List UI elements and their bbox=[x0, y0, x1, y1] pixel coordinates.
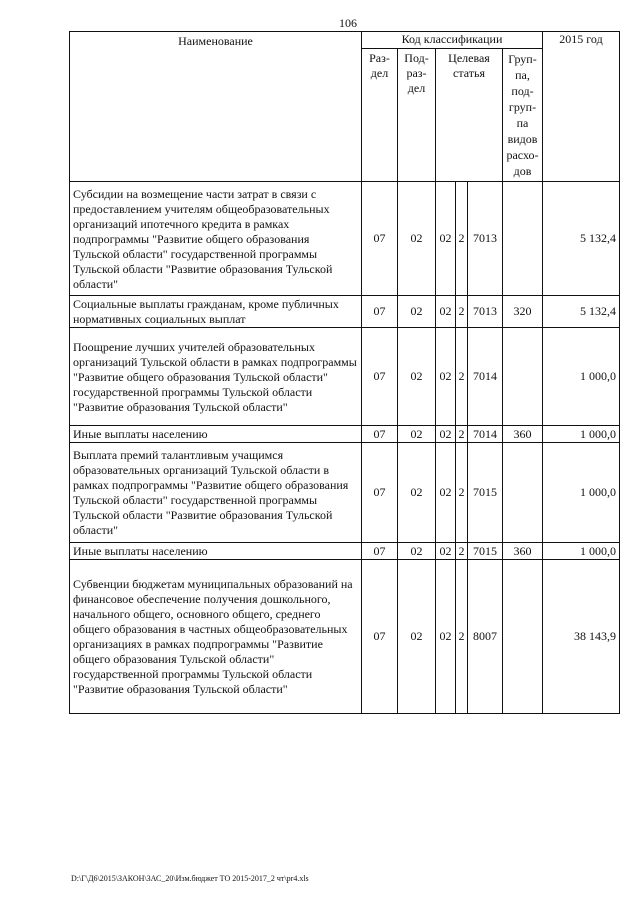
budget-table bbox=[69, 31, 620, 714]
header-target-item: Целевая статья bbox=[436, 49, 503, 182]
table-row bbox=[70, 182, 620, 296]
row-target-program: 02 bbox=[436, 560, 456, 714]
row-expense-group: 360 bbox=[503, 426, 543, 443]
table-row bbox=[70, 426, 620, 443]
row-section: 07 bbox=[362, 296, 398, 328]
row-target-program: 02 bbox=[436, 443, 456, 543]
table-row bbox=[70, 296, 620, 328]
row-subsection: 02 bbox=[398, 443, 436, 543]
header-code-group: Код классификации bbox=[362, 32, 543, 49]
table-row bbox=[70, 560, 620, 714]
row-target-subprogram: 2 bbox=[456, 296, 468, 328]
row-subsection: 02 bbox=[398, 560, 436, 714]
row-subsection: 02 bbox=[398, 328, 436, 426]
row-expense-group: 360 bbox=[503, 543, 543, 560]
row-amount: 5 132,4 bbox=[543, 182, 620, 296]
row-name: Социальные выплаты гражданам, кроме публичных нормативных социальных выплат bbox=[70, 296, 362, 328]
header-section: Раз- дел bbox=[362, 49, 398, 182]
row-amount: 38 143,9 bbox=[543, 560, 620, 714]
header-expense-group: Груп- па, под- груп- па видов расхо- дов bbox=[503, 49, 543, 182]
row-target-direction: 7015 bbox=[468, 543, 503, 560]
row-target-direction: 7013 bbox=[468, 296, 503, 328]
row-target-program: 02 bbox=[436, 182, 456, 296]
row-section: 07 bbox=[362, 560, 398, 714]
row-name: Иные выплаты населению bbox=[70, 426, 362, 443]
row-section: 07 bbox=[362, 182, 398, 296]
row-target-subprogram: 2 bbox=[456, 560, 468, 714]
row-subsection: 02 bbox=[398, 296, 436, 328]
row-name: Выплата премий талантливым учащимся образовательных организаций Тульской области в рамках подпрограммы "Развитие общего образования Тульской области" государственной программы Тульской области "Развитие образования Тульской области" bbox=[70, 443, 362, 543]
header-year: 2015 год bbox=[543, 32, 620, 182]
row-target-program: 02 bbox=[436, 328, 456, 426]
row-section: 07 bbox=[362, 328, 398, 426]
header-name: Наименование bbox=[70, 32, 362, 182]
row-target-direction: 7014 bbox=[468, 328, 503, 426]
row-expense-group bbox=[503, 443, 543, 543]
row-target-direction: 7013 bbox=[468, 182, 503, 296]
row-subsection: 02 bbox=[398, 426, 436, 443]
row-section: 07 bbox=[362, 426, 398, 443]
row-target-program: 02 bbox=[436, 543, 456, 560]
table-row bbox=[70, 443, 620, 543]
row-expense-group bbox=[503, 328, 543, 426]
row-target-direction: 7014 bbox=[468, 426, 503, 443]
row-section: 07 bbox=[362, 543, 398, 560]
row-expense-group bbox=[503, 560, 543, 714]
row-target-subprogram: 2 bbox=[456, 182, 468, 296]
row-name: Субсидии на возмещение части затрат в связи с предоставлением учителям общеобразовательных организаций ипотечного кредита в рамках подпрограммы "Развитие общего образования Тульской области" государственной программы Тульской области "Развитие образования Тульской области" bbox=[70, 182, 362, 296]
row-target-direction: 8007 bbox=[468, 560, 503, 714]
header-row-top bbox=[70, 32, 620, 49]
row-name: Субвенции бюджетам муниципальных образований на финансовое обеспечение получения дошкольного, начального общего, основного общего, среднего общего образования в частных общеобразовательных организациях в рамках подпрограммы "Развитие общего образования Тульской области" государственной программы Тульской области "Развитие образования Тульской области" bbox=[70, 560, 362, 714]
row-subsection: 02 bbox=[398, 182, 436, 296]
row-amount: 1 000,0 bbox=[543, 328, 620, 426]
row-subsection: 02 bbox=[398, 543, 436, 560]
row-target-subprogram: 2 bbox=[456, 543, 468, 560]
row-target-subprogram: 2 bbox=[456, 443, 468, 543]
page-number: 106 bbox=[339, 16, 357, 30]
table-row bbox=[70, 543, 620, 560]
table-row bbox=[70, 328, 620, 426]
footer-file-path: D:\Г\Д6\2015\ЗАКОН\ЗАС_20\Изм.бюджет ТО 2015-2017_2 чт\pr4.xls bbox=[71, 874, 309, 883]
row-amount: 1 000,0 bbox=[543, 543, 620, 560]
row-name: Поощрение лучших учителей образовательных организаций Тульской области в рамках подпрограммы "Развитие общего образования Тульской области" государственной программы Тульской области "Развитие образования Тульской области" bbox=[70, 328, 362, 426]
row-amount: 1 000,0 bbox=[543, 443, 620, 543]
row-target-subprogram: 2 bbox=[456, 328, 468, 426]
row-target-direction: 7015 bbox=[468, 443, 503, 543]
row-target-program: 02 bbox=[436, 426, 456, 443]
row-section: 07 bbox=[362, 443, 398, 543]
row-expense-group: 320 bbox=[503, 296, 543, 328]
row-target-program: 02 bbox=[436, 296, 456, 328]
row-expense-group bbox=[503, 182, 543, 296]
row-amount: 5 132,4 bbox=[543, 296, 620, 328]
row-amount: 1 000,0 bbox=[543, 426, 620, 443]
row-target-subprogram: 2 bbox=[456, 426, 468, 443]
header-subsection: Под- раз- дел bbox=[398, 49, 436, 182]
row-name: Иные выплаты населению bbox=[70, 543, 362, 560]
